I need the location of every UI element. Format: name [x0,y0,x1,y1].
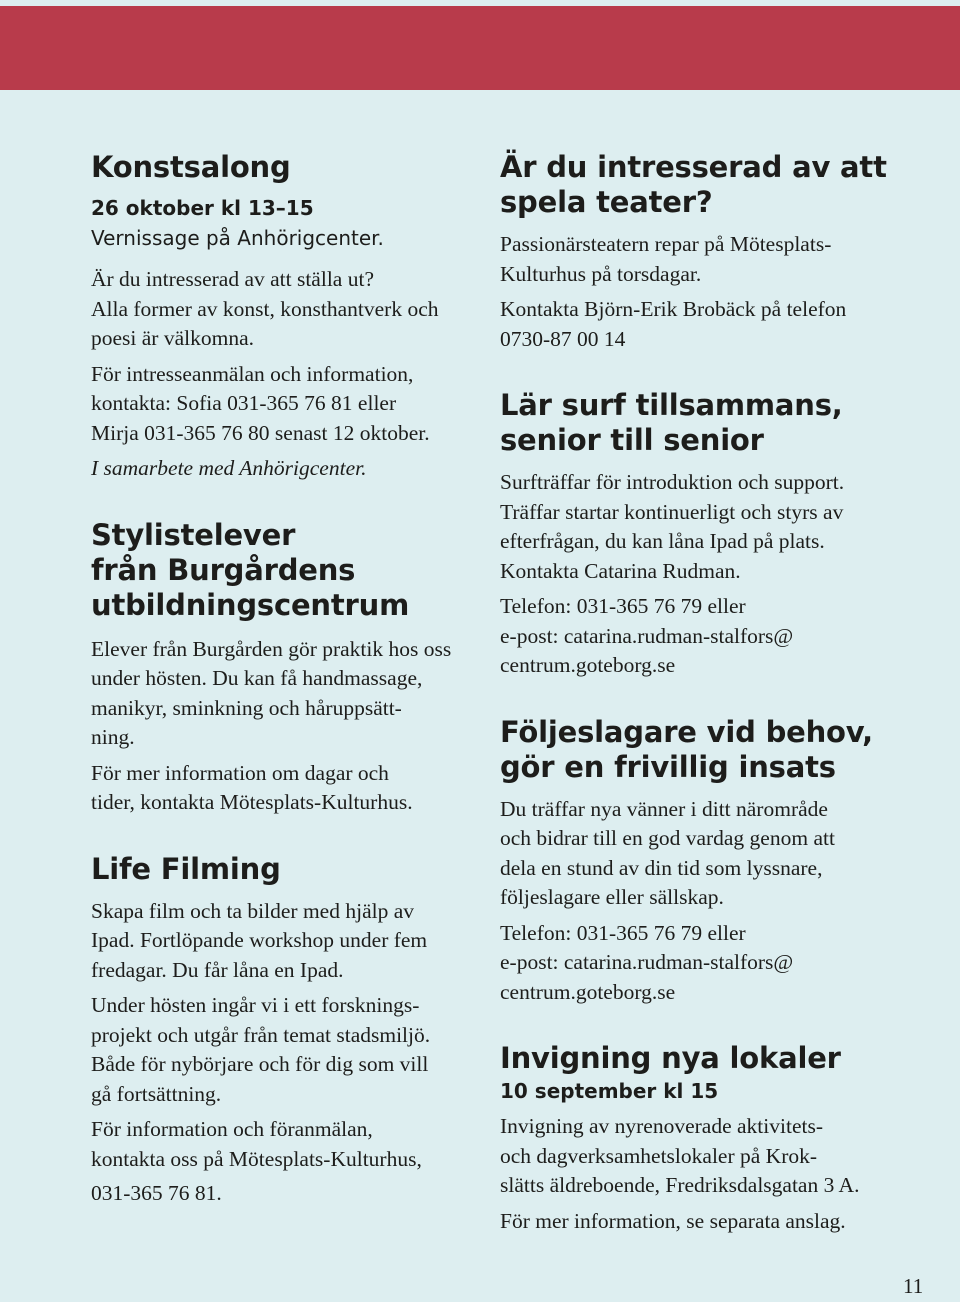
text-line: Du träffar nya vänner i ditt närområde [500,796,828,821]
text-line: Både för nybörjare och för dig som vill [91,1052,429,1076]
text-line: centrum.goteborg.se [500,653,676,677]
text-line: slätts äldreboende, Fredriksdalsgatan 3 A. [500,1173,860,1197]
invigning-date: 10 september kl 15 [500,1079,719,1103]
title-line: utbildningscentrum [91,587,410,622]
text-line: Skapa film och ta bilder med hjälp av [91,898,415,923]
stylist-title [91,518,491,623]
title-line: från Burgårdens [91,552,356,587]
surf-para2 [500,592,910,681]
text-line: ning. [91,725,135,749]
konstsalong-date: 26 oktober kl 13–15 [91,196,314,220]
text-line: Passionärsteatern repar på Mötesplats- [500,232,832,256]
foljeslagare-title [500,715,910,785]
text-line: Invigning av nyrenoverade aktivitets- [500,1114,823,1138]
text-line: och dagverksamhetslokaler på Krok- [500,1143,818,1168]
text-line: Mirja 031-365 76 80 senast 12 oktober. [91,420,430,445]
konstsalong-title: Konstsalong [91,150,291,184]
title-line: spela teater? [500,185,713,219]
stylist-para2 [91,759,491,818]
title-line: Lär surf tillsammans, [500,388,843,422]
text-line: Kulturhus på torsdagar. [500,261,702,286]
invigning-para1 [500,1112,910,1201]
text-line: För mer information om dagar och [91,760,389,785]
text-line: 0730-87 00 14 [500,326,626,351]
text-line: Elever från Burgården gör praktik hos oss [91,636,452,661]
lifefilming-para3 [91,1115,491,1209]
title-line: Stylistelever [91,517,296,552]
text-line: e-post: catarina.rudman-stalfors@ [500,950,794,974]
text-line: kontakta: Sofia 031-365 76 81 eller [91,391,397,415]
title-line: senior till senior [500,423,764,457]
lifefilming-para1 [91,897,491,986]
title-line: gör en frivillig insats [500,749,836,784]
invigning-para2 [500,1207,910,1237]
text-line: Telefon: 031-365 76 79 eller [500,920,746,945]
title-line: Är du intresserad av att [500,150,887,184]
text-line: manikyr, sminkning och håruppsätt- [91,695,402,720]
foljeslagare-para1 [500,795,910,913]
text-line: centrum.goteborg.se [500,979,676,1004]
stylist-para1 [91,635,491,753]
text-line: Under hösten ingår vi i ett forsknings- [91,993,420,1017]
text-line: e-post: catarina.rudman-stalfors@ [500,623,794,648]
header-band [0,6,960,90]
text-line: gå fortsättning. [91,1081,222,1106]
konstsalong-subtitle: Vernissage på Anhörigcenter. [91,226,384,250]
foljeslagare-para2 [500,919,910,1008]
text-line: Telefon: 031-365 76 79 eller [500,594,746,618]
text-line: Surfträffar för introduktion och support. [500,470,845,494]
konstsalong-para1 [91,265,491,354]
text-line: följeslagare eller sällskap. [500,885,724,909]
teater-para1 [500,230,910,289]
text-line: För mer information, se separata anslag. [500,1208,846,1233]
invigning-title: Invigning nya lokaler [500,1041,841,1075]
right-column [500,150,910,1236]
left-column [91,150,491,1209]
text-line: dela en stund av din tid som lyssnare, [500,855,823,880]
lifefilming-title: Life Filming [91,851,281,886]
page-number: 11 [903,1274,924,1298]
text-line: projekt och utgår från temat stadsmiljö. [91,1022,431,1047]
text-line: Är du intresserad av att ställa ut? [91,267,374,291]
text-line: efterfrågan, du kan låna Ipad på plats. [500,529,825,553]
text-line: 031-365 76 81. [91,1181,222,1205]
text-line: Kontakta Björn-Erik Brobäck på telefon [500,297,847,321]
teater-title [500,150,910,220]
text-line: För intresseanmälan och information, [91,361,414,386]
lifefilming-para2 [91,991,491,1109]
text-line: tider, kontakta Mötesplats-Kulturhus. [91,790,413,814]
title-line: Följeslagare vid behov, [500,714,873,749]
text-line: fredagar. Du får låna en Ipad. [91,957,344,982]
surf-para1 [500,468,910,586]
konstsalong-note: I samarbete med Anhörigcenter. [91,456,367,480]
text-line: För information och föranmälan, [91,1117,373,1141]
text-line: poesi är välkomna. [91,326,254,350]
konstsalong-para2 [91,360,491,449]
surf-title [500,388,910,458]
teater-para2 [500,295,910,354]
text-line: kontakta oss på Mötesplats-Kulturhus, [91,1146,422,1171]
text-line: Träffar startar kontinuerligt och styrs av [500,499,844,524]
text-line: Kontakta Catarina Rudman. [500,558,741,583]
text-line: under hösten. Du kan få handmassage, [91,666,423,690]
text-line: Alla former av konst, konsthantverk och [91,296,439,321]
text-line: Ipad. Fortlöpande workshop under fem [91,928,428,952]
text-line: och bidrar till en god vardag genom att [500,826,835,850]
